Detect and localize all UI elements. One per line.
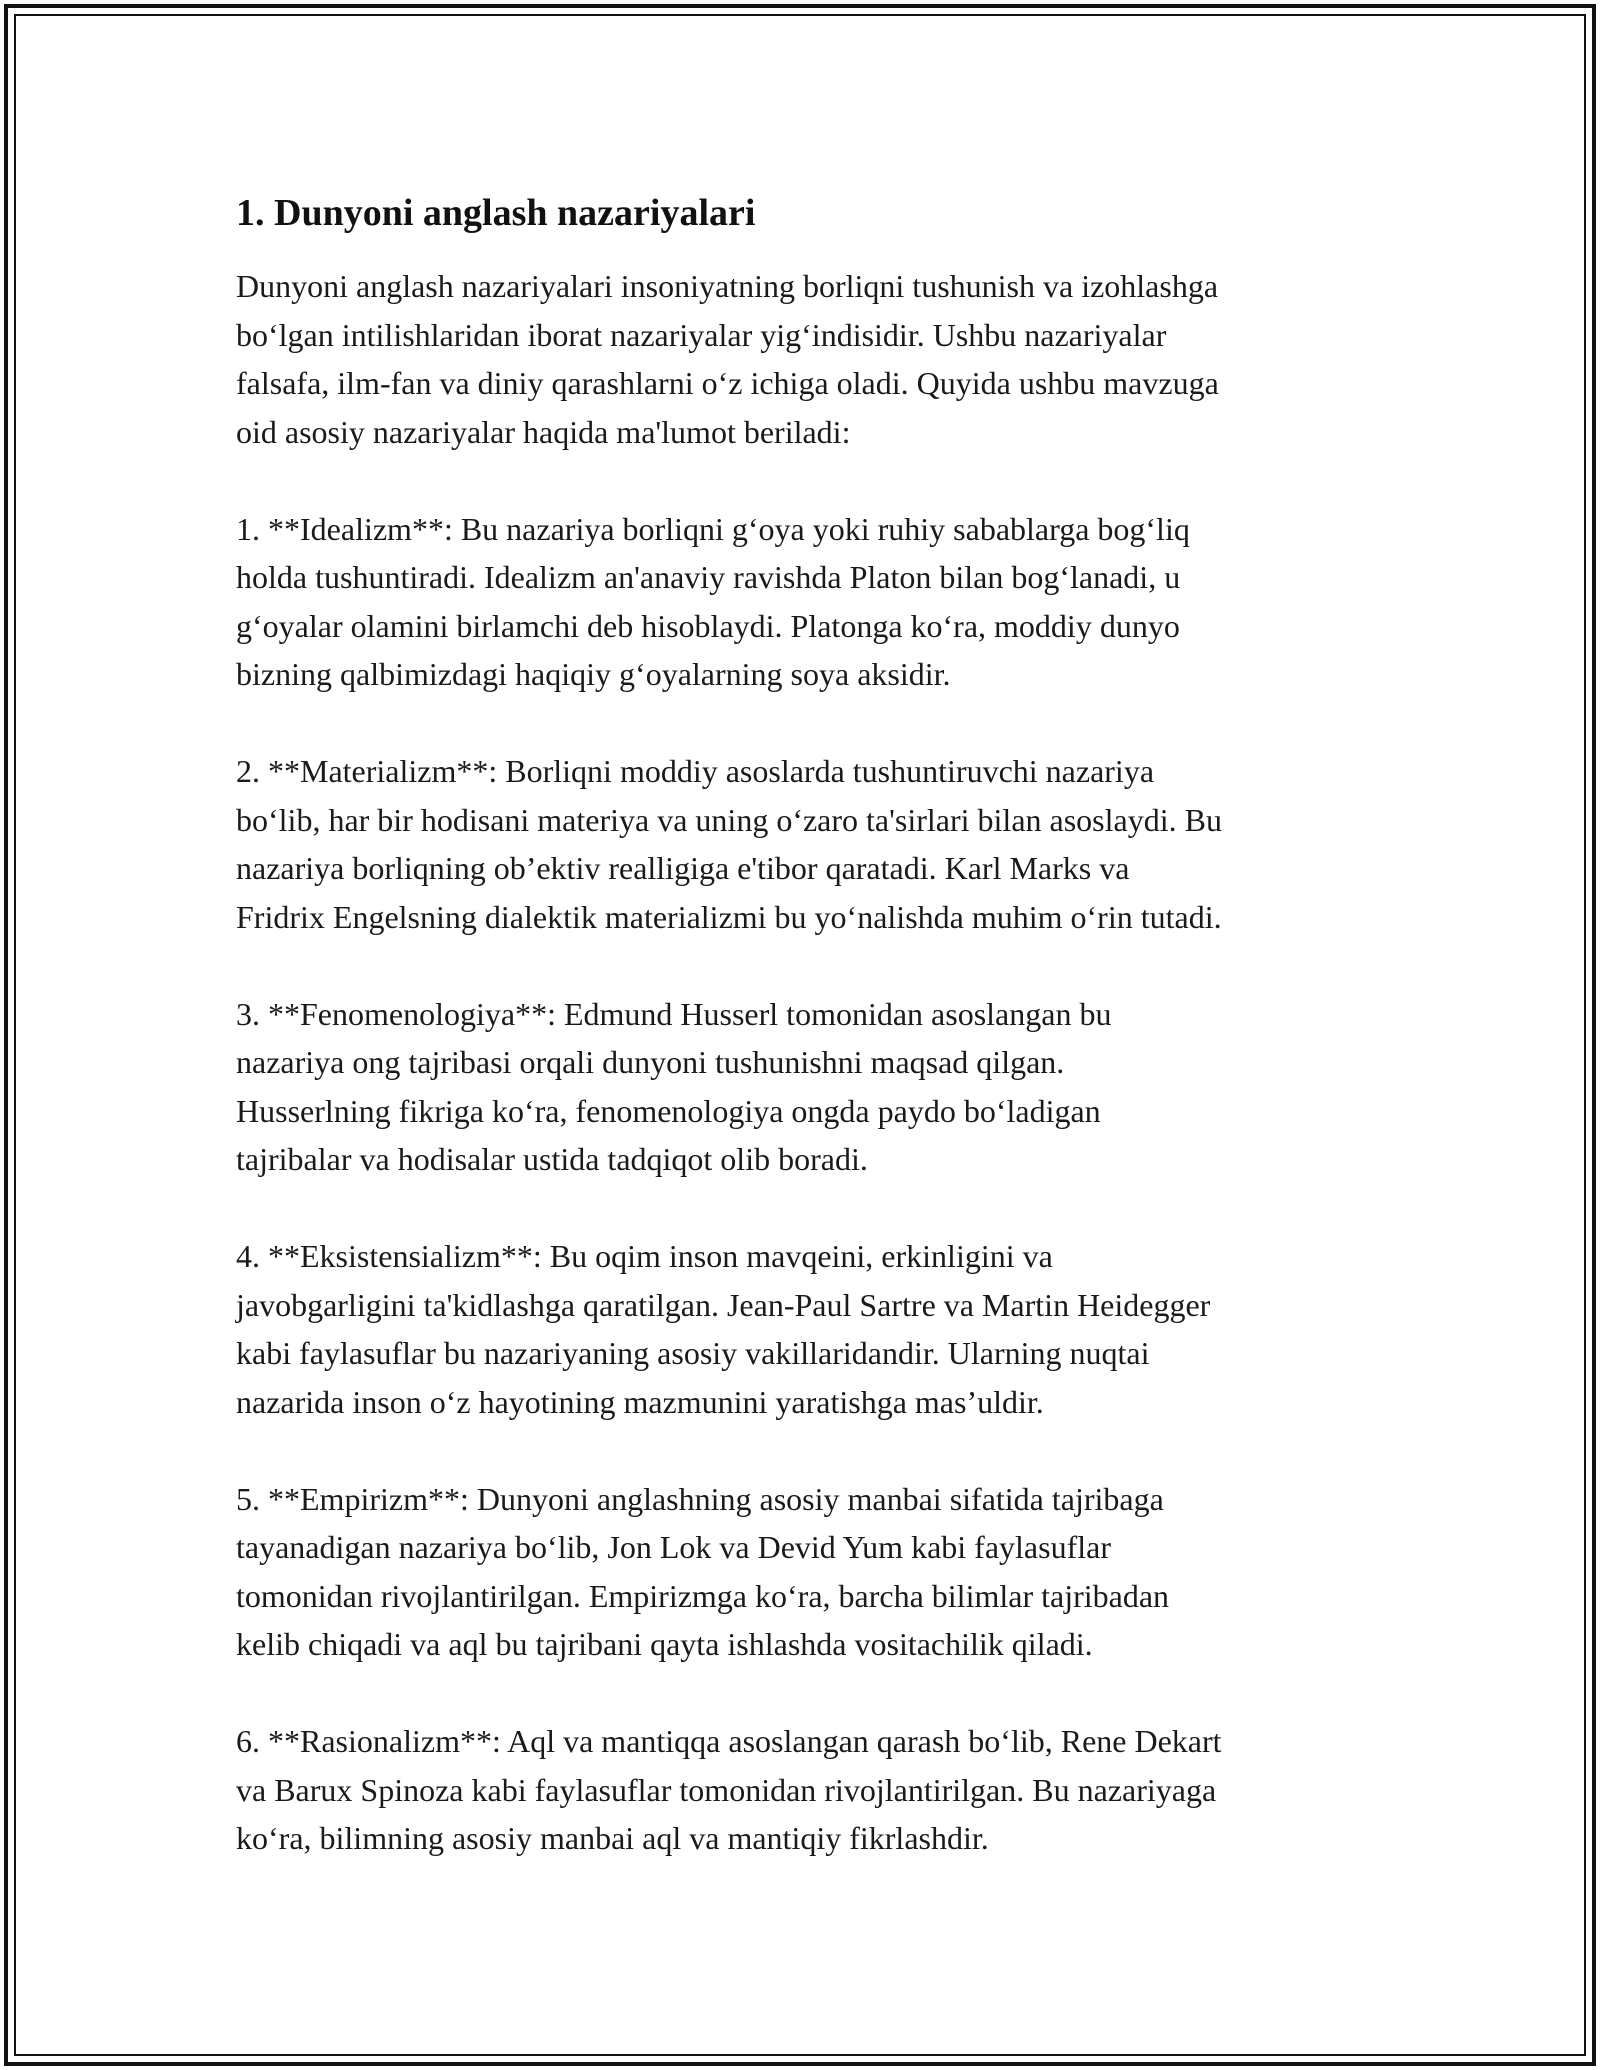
text-line: g‘oyalar olamini birlamchi deb hisoblaydi. Platonga ko‘ra, moddiy dunyo	[236, 607, 1180, 644]
text-line: ko‘ra, bilimning asosiy manbai aql va mantiqiy fikrlashdir.	[236, 1820, 989, 1856]
text-line: holda tushuntiradi. Idealizm an'anaviy ravishda Platon bilan bog‘lanadi, u	[236, 559, 1181, 595]
text-line: kabi faylasuflar bu nazariyaning asosiy vakillaridandir. Ularning nuqtai	[236, 1335, 1150, 1371]
text-line: 2. **Materializm**: Borliqni moddiy asoslarda tushuntiruvchi nazariya	[236, 753, 1155, 789]
document-heading: 1. Dunyoni anglash nazariyalari	[236, 192, 756, 234]
text-line: tajribalar va hodisalar ustida tadqiqot olib boradi.	[236, 1141, 868, 1177]
text-line: nazariya ong tajribasi orqali dunyoni tushunishni maqsad qilgan.	[236, 1044, 1065, 1080]
text-line: 6. **Rasionalizm**: Aql va mantiqqa asoslangan qarash bo‘lib, Rene Dekart	[236, 1723, 1222, 1759]
eksistensializm-paragraph	[236, 1232, 1386, 1426]
empirizm-paragraph	[236, 1475, 1386, 1669]
text-line: 5. **Empirizm**: Dunyoni anglashning asosiy manbai sifatida tajribaga	[236, 1480, 1164, 1517]
materializm-paragraph	[236, 747, 1386, 941]
text-line: javobgarligini ta'kidlashga qaratilgan. Jean-Paul Sartre va Martin Heidegger	[236, 1286, 1211, 1323]
text-line: oid asosiy nazariyalar haqida ma'lumot beriladi:	[236, 413, 851, 450]
text-line: 1. **Idealizm**: Bu nazariya borliqni g‘oya yoki ruhiy sabablarga bog‘liq	[236, 510, 1190, 547]
text-line: nazarida inson o‘z hayotining mazmunini yaratishga mas’uldir.	[236, 1383, 1044, 1420]
text-line: Husserlning fikriga ko‘ra, fenomenologiya ongda paydo bo‘ladigan	[236, 1092, 1101, 1129]
text-line: kelib chiqadi va aql bu tajribani qayta ishlashda vositachilik qiladi.	[236, 1626, 1093, 1662]
intro-paragraph	[236, 262, 1386, 456]
idealizm-paragraph	[236, 505, 1386, 699]
text-line: bo‘lgan intilishlaridan iborat nazariyalar yig‘indisidir. Ushbu nazariyalar	[236, 316, 1167, 353]
text-line: nazariya borliqning ob’ektiv realligiga e'tibor qaratadi. Karl Marks va	[236, 850, 1130, 886]
text-line: tomonidan rivojlantirilgan. Empirizmga ko‘ra, barcha bilimlar tajribadan	[236, 1577, 1170, 1614]
text-line: 3. **Fenomenologiya**: Edmund Husserl tomonidan asoslangan bu	[236, 995, 1112, 1032]
text-line: Fridrix Engelsning dialektik materializmi bu yo‘nalishda muhim o‘rin tutadi.	[236, 898, 1222, 935]
text-line: bizning qalbimizdagi haqiqiy g‘oyalarning soya aksidir.	[236, 656, 951, 692]
text-line: tayanadigan nazariya bo‘lib, Jon Lok va Devid Yum kabi faylasuflar	[236, 1529, 1111, 1565]
document-body	[236, 186, 1386, 1863]
text-line: Dunyoni anglash nazariyalari insoniyatning borliqni tushunish va izohlashga	[236, 268, 1219, 304]
text-line: va Barux Spinoza kabi faylasuflar tomonidan rivojlantirilgan. Bu nazariyaga	[236, 1771, 1217, 1808]
text-line: falsafa, ilm-fan va diniy qarashlarni o‘z ichiga oladi. Quyida ushbu mavzuga	[236, 365, 1219, 401]
rasionalizm-paragraph	[236, 1717, 1386, 1863]
fenomenologiya-paragraph	[236, 990, 1386, 1184]
text-line: 4. **Eksistensializm**: Bu oqim inson mavqeini, erkinligini va	[236, 1238, 1053, 1274]
text-line: bo‘lib, har bir hodisani materiya va uning o‘zaro ta'sirlari bilan asoslaydi. Bu	[236, 801, 1222, 838]
